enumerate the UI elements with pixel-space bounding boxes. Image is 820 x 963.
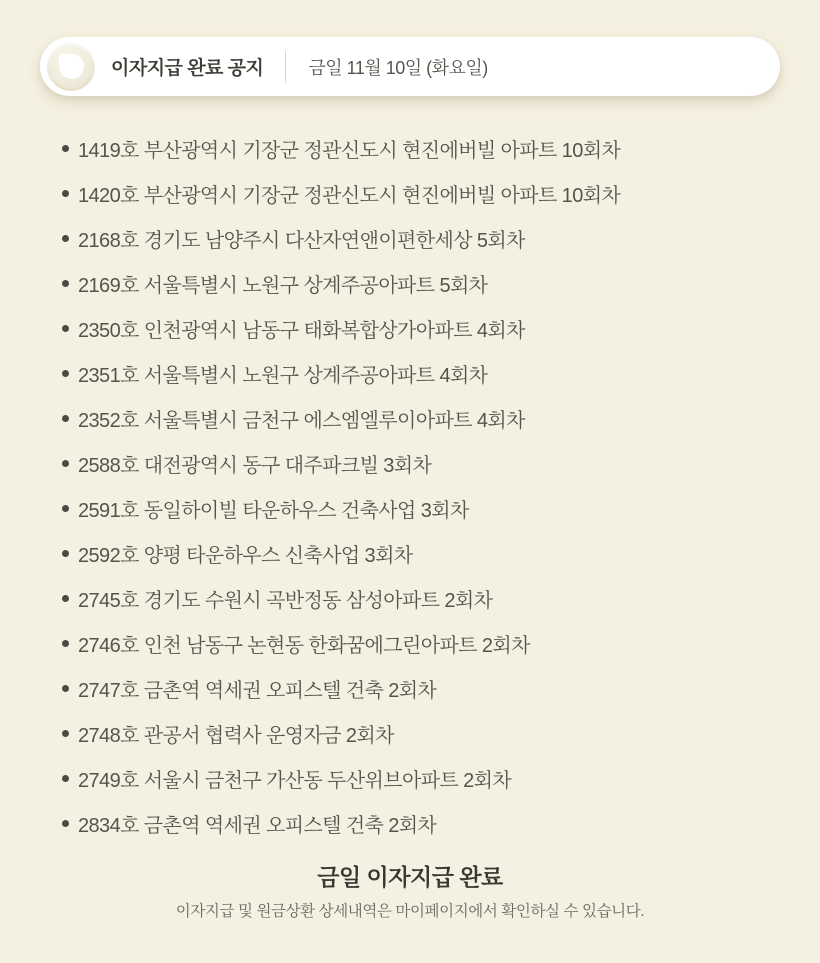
bullet-icon [62,460,69,467]
bullet-icon [62,190,69,197]
list-item-text: 2351호 서울특별시 노원구 상계주공아파트 4회차 [78,365,488,387]
list-item-text: 2748호 관공서 협력사 운영자금 2회차 [78,725,394,747]
notice-title: 이자지급 완료 공지 [111,58,264,79]
list-item [62,441,772,486]
bullet-icon [62,730,69,737]
teardrop-icon [59,54,84,79]
bullet-icon [62,820,69,827]
list-item-text: 1419호 부산광역시 기장군 정관신도시 현진에버빌 아파트 10회차 [78,140,621,162]
footer [0,861,820,922]
header-divider [285,51,286,83]
list-item-text: 1420호 부산광역시 기장군 정관신도시 현진에버빌 아파트 10회차 [78,185,621,207]
brand-logo-icon [47,43,95,91]
list-item-text: 2168호 경기도 남양주시 다산자연앤이편한세상 5회차 [78,230,525,252]
bullet-icon [62,775,69,782]
header-card [40,37,780,96]
list-item [62,126,772,171]
list-item [62,486,772,531]
list-item-text: 2169호 서울특별시 노원구 상계주공아파트 5회차 [78,275,488,297]
bullet-icon [62,505,69,512]
bullet-icon [62,145,69,152]
list-item-text: 2591호 동일하이빌 타운하우스 건축사업 3회차 [78,500,469,522]
list-item [62,576,772,621]
list-item [62,711,772,756]
bullet-icon [62,325,69,332]
bullet-icon [62,685,69,692]
bullet-icon [62,415,69,422]
footer-title: 금일 이자지급 완료 [317,864,503,890]
list-item [62,261,772,306]
list-item-text: 2746호 인천 남동구 논현동 한화꿈에그린아파트 2회차 [78,635,530,657]
bullet-icon [62,235,69,242]
list-item-text: 2592호 양평 타운하우스 신축사업 3회차 [78,545,413,567]
list-item [62,801,772,846]
list-item-text: 2834호 금촌역 역세권 오피스텔 건축 2회차 [78,815,437,837]
list-item-text: 2350호 인천광역시 남동구 태화복합상가아파트 4회차 [78,320,525,342]
list-item [62,216,772,261]
list-item-text: 2747호 금촌역 역세권 오피스텔 건축 2회차 [78,680,437,702]
notice-date: 금일 11월 10일 (화요일) [308,57,488,78]
bullet-icon [62,280,69,287]
list-item [62,171,772,216]
list-item [62,621,772,666]
list-item [62,531,772,576]
list-item [62,666,772,711]
list-item [62,396,772,441]
list-item [62,306,772,351]
bullet-icon [62,595,69,602]
payment-list [62,126,772,846]
list-item-text: 2588호 대전광역시 동구 대주파크빌 3회차 [78,455,432,477]
list-item [62,351,772,396]
bullet-icon [62,550,69,557]
list-item-text: 2352호 서울특별시 금천구 에스엠엘루이아파트 4회차 [78,410,525,432]
bullet-icon [62,640,69,647]
list-item-text: 2749호 서울시 금천구 가산동 두산위브아파트 2회차 [78,770,512,792]
list-item-text: 2745호 경기도 수원시 곡반정동 삼성아파트 2회차 [78,590,493,612]
bullet-icon [62,370,69,377]
list-item [62,756,772,801]
footer-subtitle: 이자지급 및 원금상환 상세내역은 마이페이지에서 확인하실 수 있습니다. [175,903,645,920]
